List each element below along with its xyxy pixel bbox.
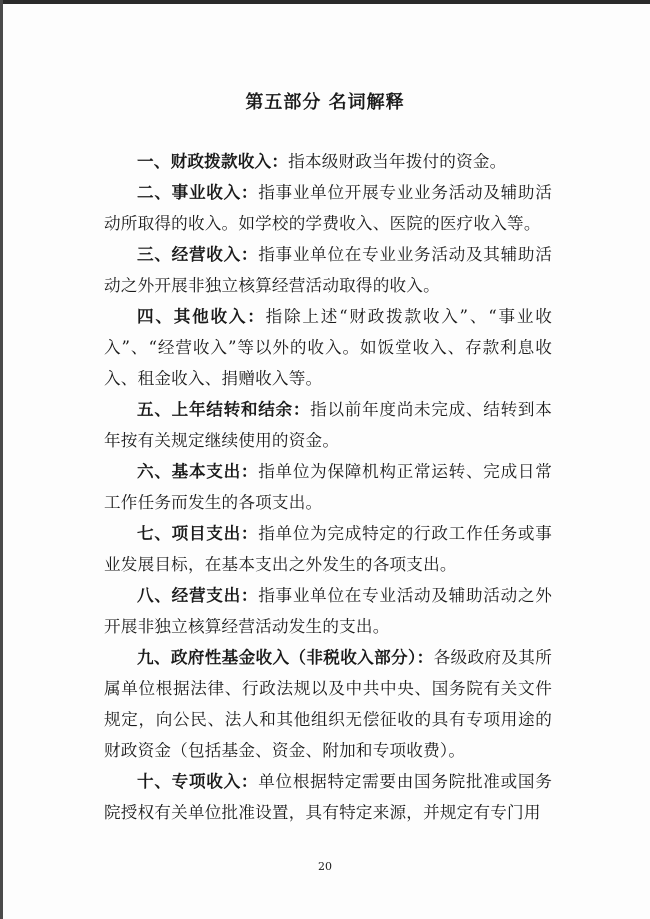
definition-text: 指事业单位在专业业务活动及其辅助活动之外开展非独立核算经营活动取得的收入。 [104,245,553,295]
definition-term: 八、经营支出： [137,586,259,605]
definition-entry [104,580,552,642]
definition-term: 三、经营收入： [137,245,259,264]
definition-text: 指以前年度尚未完成、结转到本年按有关规定继续使用的资金。 [104,400,552,450]
definition-entry [104,239,552,301]
definition-entry [104,177,552,239]
scan-edge-top [0,0,650,4]
definition-text: 指事业单位在专业活动及辅助活动之外开展非独立核算经营活动发生的支出。 [104,586,553,636]
definition-term: 七、项目支出： [137,524,259,543]
definition-term: 二、事业收入： [137,183,259,202]
definition-entry [104,456,552,518]
definition-term: 一、财政拨款收入： [137,152,289,171]
definition-entry [104,642,552,766]
definition-entry [104,766,552,828]
scan-edge-left [0,0,3,919]
definition-text: 指除上述“财政拨款收入”、“事业收入”、“经营收入”等以外的收入。如饭堂收入、存款利息收入、租金收入、捐赠收入等。 [104,307,552,388]
definition-text: 各级政府及其所属单位根据法律、行政法规以及中共中央、国务院有关文件规定，向公民、法人和其他组织无偿征收的具有专项用途的财政资金（包括基金、资金、附加和专项收费）。 [104,648,552,760]
definition-text: 指单位为保障机构正常运转、完成日常工作任务而发生的各项支出。 [104,462,553,512]
definition-entry [104,518,552,580]
page-title: 第五部分 名词解释 [245,92,405,113]
definition-term: 四、其他收入： [137,307,266,326]
definition-entry [104,301,552,394]
definitions-list [104,146,552,828]
definition-text: 单位根据特定需要由国务院批准或国务院授权有关单位批准设置，具有特定来源，并规定有专门用 [104,772,553,822]
definition-text: 指事业单位开展专业业务活动及辅助活动所取得的收入。如学校的学费收入、医院的医疗收入等。 [104,183,553,233]
definition-term: 十、专项收入： [137,772,259,791]
definition-text: 指本级财政当年拨付的资金。 [288,152,507,171]
definition-term: 六、基本支出： [137,462,259,481]
page-number: 20 [318,860,332,873]
definition-entry [104,394,552,456]
definition-term: 五、上年结转和结余： [137,400,311,419]
definition-text: 指单位为完成特定的行政工作任务或事业发展目标，在基本支出之外发生的各项支出。 [104,524,553,574]
definition-entry [104,146,552,177]
definition-term: 九、政府性基金收入（非税收入部分）： [137,648,434,667]
